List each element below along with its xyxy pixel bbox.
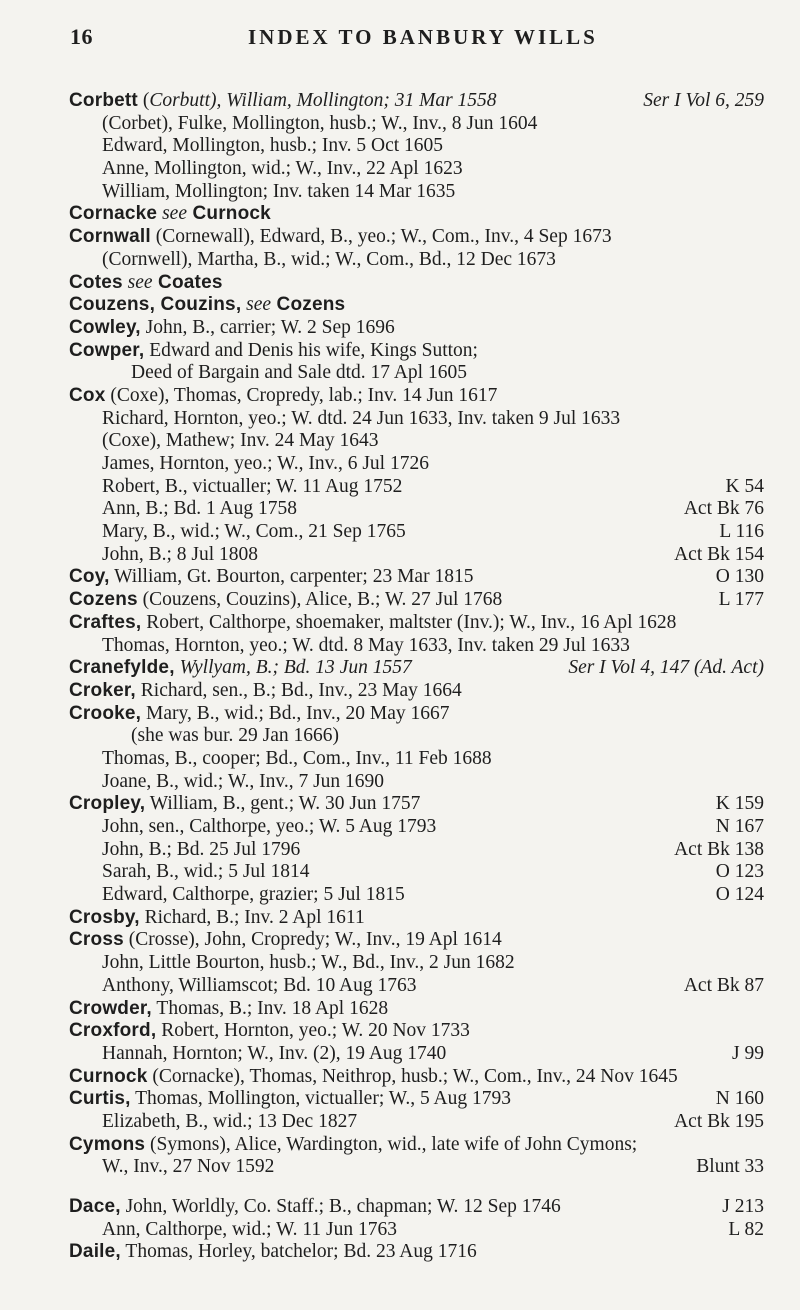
entry-text	[69, 1241, 477, 1264]
entry-text	[69, 793, 420, 816]
index-entry	[69, 135, 764, 158]
entry-detail: Thomas, Mollington, victualler; W., 5 Aug 1793	[130, 1088, 511, 1110]
index-entry	[69, 1196, 764, 1219]
entry-detail: (Crosse), John, Cropredy; W., Inv., 19 Apl 1614	[123, 929, 502, 951]
entry-reference: Act Bk 76	[683, 498, 764, 520]
entry-surname: Cotes	[69, 271, 123, 293]
index-entry	[69, 408, 764, 431]
entry-detail: John, Little Bourton, husb.; W., Bd., Inv., 2 Jun 1682	[102, 952, 515, 974]
entry-text	[69, 113, 537, 136]
index-entry	[69, 816, 764, 839]
index-entry	[69, 385, 764, 408]
entry-text	[69, 1219, 397, 1242]
page-number: 16	[70, 24, 93, 49]
entry-text	[69, 884, 405, 907]
entry-detail: Richard, sen., B.; Bd., Inv., 23 May 1664	[135, 679, 462, 701]
entry-detail: Edward, Mollington, husb.; Inv. 5 Oct 1605	[102, 135, 444, 157]
entry-detail: Anne, Mollington, wid.; W., Inv., 22 Apl 1623	[102, 158, 463, 180]
index-entry	[69, 975, 764, 998]
page-title: INDEX TO BANBURY WILLS	[248, 25, 598, 49]
entry-detail: John, sen., Calthorpe, yeo.; W. 5 Aug 1793	[102, 816, 437, 837]
entry-reference: O 130	[715, 566, 764, 588]
entry-detail: (Cornwell), Martha, B., wid.; W., Com., Bd., 12 Dec 1673	[102, 248, 556, 270]
index-entry	[69, 181, 764, 204]
entry-text	[69, 839, 300, 862]
index-entry	[69, 1111, 764, 1134]
entry-detail: (she was bur. 29 Jan 1666)	[131, 725, 339, 747]
entry-text	[69, 317, 395, 340]
index-entry	[69, 589, 764, 612]
entry-detail: Joane, B., wid.; W., Inv., 7 Jun 1690	[102, 770, 385, 792]
entry-italic-text: Corbutt), William, Mollington; 31 Mar 1558	[149, 90, 497, 111]
entry-surname: Croker,	[69, 679, 136, 701]
entry-italic-text: see	[246, 294, 272, 316]
index-entry	[69, 340, 764, 363]
entry-text	[69, 498, 297, 521]
entry-surname: Cox	[69, 384, 106, 406]
entry-detail: John, B.; 8 Jul 1808	[102, 543, 259, 565]
entry-text	[69, 521, 406, 544]
entry-detail: (Symons), Alice, Wardington, wid., late wife of John Cymons;	[145, 1133, 638, 1155]
entry-detail: John, Worldly, Co. Staff.; B., chapman; W. 12 Sep 1746	[120, 1196, 561, 1217]
entry-detail: William, B., gent.; W. 30 Jun 1757	[145, 793, 421, 815]
entry-reference: Act Bk 138	[674, 838, 764, 860]
entry-reference: Act Bk 87	[683, 974, 764, 996]
entry-surname: Cornacke	[69, 203, 158, 225]
index-entry	[69, 249, 764, 272]
index-entry	[69, 498, 764, 521]
entry-surname: Crosby,	[69, 906, 140, 928]
entry-surname: Croxford,	[69, 1020, 157, 1042]
entry-detail: Thomas, Hornton, yeo.; W. dtd. 8 May 1633, Inv. taken 29 Jul 1633	[102, 634, 630, 656]
entry-text-prefix: (	[137, 90, 150, 111]
entry-text	[69, 340, 478, 363]
entry-text	[69, 272, 223, 295]
entry-text	[69, 1066, 678, 1089]
index-entry	[69, 907, 764, 930]
index-entry	[69, 203, 764, 226]
index-entry	[69, 612, 764, 635]
entry-italic-text: see	[162, 203, 187, 225]
entry-text	[69, 203, 271, 226]
entry-detail: Robert, Calthorpe, shoemaker, maltster (Inv.); W., Inv., 16 Apl 1628	[141, 611, 677, 633]
entry-detail: Thomas, B., cooper; Bd., Com., Inv., 11 Feb 1688	[102, 747, 492, 769]
entry-detail: W., Inv., 27 Nov 1592	[102, 1156, 275, 1178]
entry-detail: Coates	[152, 271, 223, 293]
entry-detail: Hannah, Hornton; W., Inv. (2), 19 Aug 1740	[102, 1042, 447, 1064]
entry-surname: Corbett	[69, 90, 138, 111]
entry-text	[69, 1043, 446, 1066]
entry-surname: Crooke,	[69, 702, 142, 724]
entry-detail: Mary, B., wid.; W., Com., 21 Sep 1765	[102, 521, 406, 543]
entry-text	[69, 861, 309, 884]
index-entry	[69, 1156, 764, 1179]
entry-reference: L 82	[728, 1218, 764, 1240]
entry-reference: K 54	[725, 475, 764, 497]
entry-detail: Ann, Calthorpe, wid.; W. 11 Jun 1763	[102, 1218, 398, 1240]
entry-surname: Coy,	[69, 566, 110, 588]
index-entry	[69, 998, 764, 1021]
entry-reference: Act Bk 195	[674, 1110, 764, 1132]
entry-reference: O 123	[715, 861, 764, 883]
index-entry	[69, 521, 764, 544]
entry-text	[69, 771, 384, 794]
entry-surname: Cowper,	[69, 339, 145, 361]
index-entry	[69, 839, 764, 862]
entry-detail: Edward and Denis his wife, Kings Sutton;	[144, 339, 478, 361]
entry-detail: Richard, B.; Inv. 2 Apl 1611	[139, 906, 365, 928]
index-entry	[69, 635, 764, 658]
entry-detail: John, B.; Bd. 25 Jul 1796	[102, 838, 301, 860]
index-entry	[69, 1043, 764, 1066]
index-entry	[69, 158, 764, 181]
entry-text	[69, 612, 676, 635]
entry-text	[69, 703, 450, 726]
index-entry	[69, 272, 764, 295]
entry-text	[69, 294, 345, 317]
entry-detail: Anthony, Williamscot; Bd. 10 Aug 1763	[102, 974, 417, 996]
entry-text	[69, 635, 630, 658]
entry-text	[69, 158, 463, 181]
entry-text	[69, 249, 556, 272]
entry-text	[69, 1088, 511, 1111]
entry-detail: James, Hornton, yeo.; W., Inv., 6 Jul 1726	[102, 453, 429, 474]
entry-detail: John, B., carrier; W. 2 Sep 1696	[140, 316, 395, 338]
entry-text	[69, 929, 502, 952]
entry-italic-text: Wyllyam, B.; Bd. 13 Jun 1557	[179, 657, 412, 679]
index-entry	[69, 544, 764, 567]
entry-text	[69, 544, 258, 567]
entry-surname: Cozens	[69, 589, 138, 611]
entry-detail: Curnock	[186, 203, 271, 225]
entry-detail: William, Mollington; Inv. taken 14 Mar 1635	[102, 180, 456, 202]
entry-surname: Cranefylde,	[69, 657, 175, 679]
entry-text	[69, 748, 492, 771]
entry-text	[69, 952, 515, 975]
entry-reference: K 159	[715, 793, 764, 815]
entry-text	[69, 430, 379, 453]
entry-text	[69, 226, 612, 249]
index-entry	[69, 362, 764, 385]
entry-detail: Thomas, Horley, batchelor; Bd. 23 Aug 1716	[120, 1241, 477, 1263]
entry-text	[69, 385, 497, 408]
entry-surname: Curtis,	[69, 1088, 131, 1110]
entry-detail: Mary, B., wid.; Bd., Inv., 20 May 1667	[141, 702, 450, 724]
entry-text	[69, 998, 388, 1021]
entry-reference: Act Bk 154	[674, 543, 764, 565]
entry-surname: Dace,	[69, 1196, 121, 1217]
index-entry	[69, 1020, 764, 1043]
entry-reference: N 160	[715, 1088, 764, 1110]
entry-detail: (Coxe), Thomas, Cropredy, lab.; Inv. 14 Jun 1617	[105, 384, 498, 406]
index-entry	[69, 929, 764, 952]
entry-surname: Craftes,	[69, 611, 142, 633]
entry-surname: Crowder,	[69, 997, 152, 1019]
entry-detail: Robert, B., victualler; W. 11 Aug 1752	[102, 475, 403, 497]
entry-surname: Cropley,	[69, 793, 146, 815]
entry-italic-text: see	[127, 271, 153, 293]
entry-surname: Curnock	[69, 1065, 148, 1087]
entry-detail: Richard, Hornton, yeo.; W. dtd. 24 Jun 1633, Inv. taken 9 Jul 1633	[102, 407, 621, 429]
index-entry	[69, 657, 764, 680]
page-header	[70, 24, 760, 50]
entry-text	[69, 1020, 470, 1043]
index-entry	[69, 317, 764, 340]
entry-detail: (Cornacke), Thomas, Neithrop, husb.; W., Com., Inv., 24 Nov 1645	[147, 1065, 678, 1087]
index-entries	[69, 90, 764, 1264]
entry-text	[69, 1134, 637, 1157]
entry-detail: (Couzens, Couzins), Alice, B.; W. 27 Jul 1768	[137, 589, 503, 611]
entry-detail: Ann, B.; Bd. 1 Aug 1758	[102, 498, 298, 520]
index-entry	[69, 1088, 764, 1111]
entry-detail: Robert, Hornton, yeo.; W. 20 Nov 1733	[156, 1020, 470, 1042]
index-entry	[69, 861, 764, 884]
entry-text	[69, 1111, 357, 1134]
entry-reference: Ser I Vol 6, 259	[643, 90, 764, 111]
index-entry	[69, 1066, 764, 1089]
index-entry	[69, 748, 764, 771]
entry-detail: Thomas, B.; Inv. 18 Apl 1628	[151, 997, 389, 1019]
entry-reference: Blunt 33	[696, 1156, 764, 1178]
entry-surname: Cymons	[69, 1133, 146, 1155]
index-entry	[69, 90, 764, 113]
entry-reference: J 99	[732, 1042, 764, 1064]
entry-reference: Ser I Vol 4, 147 (Ad. Act)	[568, 657, 764, 679]
entry-text	[69, 135, 443, 158]
index-entry	[69, 1241, 764, 1264]
entry-detail: William, Gt. Bourton, carpenter; 23 Mar 1815	[109, 566, 474, 588]
index-entry	[69, 1219, 764, 1242]
entry-reference: J 213	[722, 1196, 764, 1217]
entry-text	[69, 725, 339, 748]
entry-detail: Edward, Calthorpe, grazier; 5 Jul 1815	[102, 884, 405, 906]
entry-detail: Elizabeth, B., wid.; 13 Dec 1827	[102, 1110, 358, 1132]
entry-text	[69, 816, 436, 839]
index-entry	[69, 476, 764, 499]
entry-detail: Sarah, B., wid.; 5 Jul 1814	[102, 861, 310, 883]
index-entry	[69, 680, 764, 703]
index-entry	[69, 294, 764, 317]
entry-text	[69, 181, 455, 204]
entry-surname: Couzens, Couzins,	[69, 294, 242, 316]
index-entry	[69, 771, 764, 794]
entry-text	[69, 453, 429, 476]
entry-surname: Cross	[69, 929, 124, 951]
entry-text	[69, 680, 462, 703]
entry-reference: N 167	[715, 816, 764, 837]
entry-text	[69, 90, 497, 113]
entry-detail: Cozens	[271, 294, 346, 316]
entry-surname: Daile,	[69, 1241, 121, 1263]
entry-reference: L 116	[719, 521, 764, 543]
entry-text	[69, 1156, 274, 1179]
entry-reference: O 124	[715, 884, 764, 906]
index-entry	[69, 566, 764, 589]
entry-reference: L 177	[718, 589, 764, 611]
entry-text	[69, 975, 416, 998]
index-entry	[69, 430, 764, 453]
index-entry	[69, 952, 764, 975]
index-entry	[69, 1134, 764, 1157]
entry-text	[69, 362, 467, 385]
entry-surname: Cornwall	[69, 226, 151, 248]
index-entry	[69, 793, 764, 816]
entry-text	[69, 657, 412, 680]
entry-detail: (Corbet), Fulke, Mollington, husb.; W., Inv., 8 Jun 1604	[102, 112, 538, 134]
entry-text	[69, 408, 620, 431]
entry-text	[69, 907, 365, 930]
index-entry	[69, 113, 764, 136]
entry-text	[69, 566, 473, 589]
entry-detail: (Coxe), Mathew; Inv. 24 May 1643	[102, 430, 379, 452]
entry-detail: (Cornewall), Edward, B., yeo.; W., Com., Inv., 4 Sep 1673	[150, 226, 612, 248]
index-entry	[69, 703, 764, 726]
entry-text	[69, 589, 502, 612]
entry-text	[69, 476, 402, 499]
index-entry	[69, 226, 764, 249]
entry-text	[69, 1196, 561, 1219]
entry-detail: Deed of Bargain and Sale dtd. 17 Apl 1605	[131, 362, 467, 384]
entry-surname: Cowley,	[69, 316, 141, 338]
index-entry	[69, 453, 764, 476]
index-entry	[69, 725, 764, 748]
index-entry	[69, 884, 764, 907]
